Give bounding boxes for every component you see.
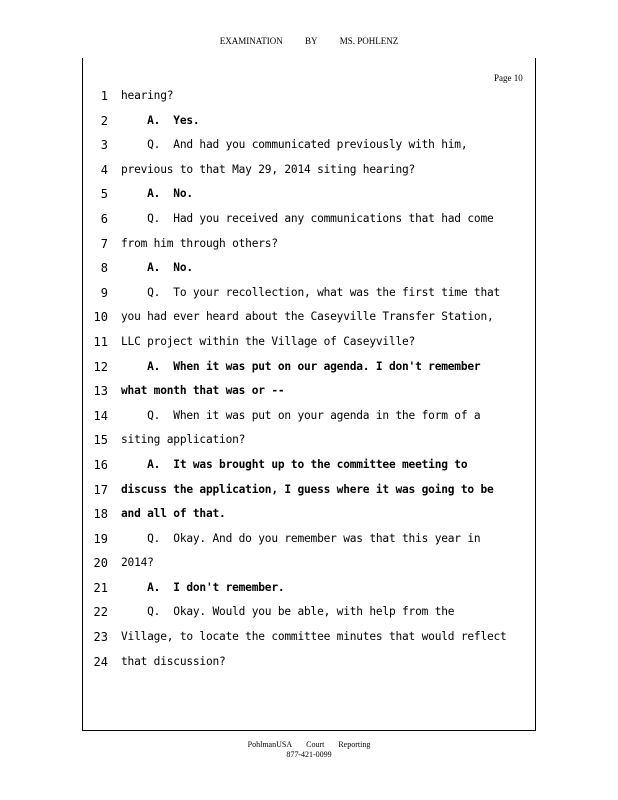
transcript-line: Q. And had you communicated previously with him,	[121, 138, 468, 152]
page-header	[0, 36, 618, 46]
answer-line: discuss the application, I guess where it was going to be	[121, 482, 494, 496]
answer-line: A. I don't remember.	[121, 580, 285, 594]
line-number: 9	[100, 285, 108, 300]
line-number: 24	[93, 654, 108, 669]
answer-line: A. It was brought up to the committee meeting to	[121, 457, 468, 471]
line-number: 1	[100, 89, 108, 103]
line-number: 14	[93, 408, 108, 423]
line-number: 17	[93, 482, 108, 497]
footer-company: PohlmanUSA	[247, 740, 293, 749]
line-number: 20	[93, 556, 108, 571]
transcript-line: LLC project within the Village of Caseyville?	[121, 334, 416, 348]
line-number: 23	[93, 630, 108, 645]
transcript-line: Q. Okay. Would you be able, with help from the	[121, 605, 455, 619]
line-number: 2	[100, 113, 108, 128]
transcript-line: Q. Had you received any communications that had come	[121, 211, 494, 225]
line-number: 4	[100, 162, 108, 177]
line-number: 7	[100, 236, 108, 251]
line-number: 8	[100, 261, 108, 276]
transcript-line: Q. Okay. And do you remember was that this year in	[121, 531, 481, 545]
transcript-line: siting application?	[121, 433, 246, 447]
line-number: 21	[93, 580, 108, 595]
line-number: 19	[93, 531, 108, 546]
answer-line: A. When it was put on our agenda. I don't remember	[121, 359, 481, 373]
transcript-line: Q. When it was put on your agenda in the form of a	[121, 408, 481, 422]
answer-line: what month that was or --	[121, 384, 285, 398]
line-number: 3	[100, 138, 108, 153]
line-number: 15	[93, 433, 108, 448]
header-examiner: MS. POHLENZ	[339, 36, 399, 46]
answer-line: A. Yes.	[121, 113, 200, 127]
line-number-column	[92, 84, 108, 674]
answer-line: A. No.	[121, 187, 193, 201]
line-number: 22	[93, 605, 108, 620]
transcript-line: Village, to locate the committee minutes that would reflect	[121, 630, 507, 644]
page-number: Page 10	[494, 73, 523, 83]
transcript-line: that discussion?	[121, 654, 226, 668]
transcript-line: from him through others?	[121, 236, 278, 250]
footer-company-line	[0, 740, 618, 750]
line-number: 18	[93, 507, 108, 522]
transcript-line: previous to that May 29, 2014 siting hearing?	[121, 162, 416, 176]
answer-line: and all of that.	[121, 507, 226, 521]
transcript-line: you had ever heard about the Caseyville Transfer Station,	[121, 310, 494, 324]
line-number: 16	[93, 457, 108, 472]
line-number: 12	[93, 359, 108, 374]
transcript-line: 2014?	[121, 556, 154, 570]
line-number: 13	[93, 384, 108, 399]
header-by: BY	[304, 36, 318, 46]
answer-line: A. No.	[121, 261, 193, 275]
transcript-body	[121, 84, 533, 674]
footer-service-1: Court	[306, 740, 325, 749]
page-footer	[0, 740, 618, 760]
transcript-line: Q. To your recollection, what was the first time that	[121, 285, 501, 299]
line-number: 10	[93, 310, 108, 325]
line-number: 5	[100, 187, 108, 202]
line-number: 11	[93, 334, 108, 349]
transcript-line: hearing?	[121, 89, 174, 102]
header-section: EXAMINATION	[219, 36, 283, 46]
footer-phone: 877-421-0099	[286, 750, 332, 759]
footer-service-2: Reporting	[338, 740, 371, 749]
line-number: 6	[100, 211, 108, 226]
